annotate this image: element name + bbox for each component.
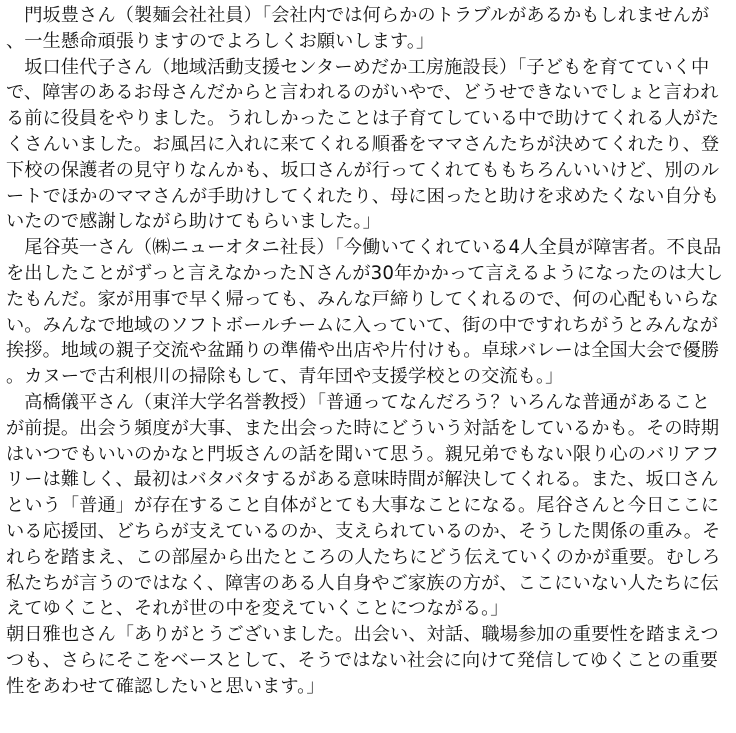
paragraph-asahi: 朝日雅也さん「ありがとうございました。出会い、対話、職場参加の重要性を踏まえつつも、さらにそこをベースとして、そうではない社会に向けて発信してゆくことの重要性をあわせて確認したいと思います。」 bbox=[6, 624, 719, 697]
paragraph-otani: 尾谷英一さん（㈱ニューオタニ社長）「今働いてくれている4人全員が障害者。不良品を出したことがずっと言えなかったＮさんが30年かかって言えるようになったのは大したもんだ。家が用事で早く帰っても、みんな戸締りしてくれるので、何の心配もいらない。みんなで地域のソフトボールチームに入っていて、街の中ですれちがうとみんなが挨拶。地域の親子交流や盆踊りの準備や出店や片付けも。卓球バレーは全国大会で優勝。カヌーで古利根川の掃除もして、青年団や支援学校との交流も。」 bbox=[6, 237, 724, 388]
paragraph-kadosaka: 門坂豊さん（製麺会社社員）「会社内では何らかのトラブルがあるかもしれませんが、一生懸命頑張りますのでよろしくお願いします。」 bbox=[6, 5, 710, 52]
paragraph-takahashi: 高橋儀平さん（東洋大学名誉教授）「普通ってなんだろう？いろんな普通があることが前提。出会う頻度が大事、また出会った時にどういう対話をしているかも。その時期はいつでもいいのかなと門坂さんの話を聞いて思う。親兄弟でもない限り心のバリアフリーは難しく、最初はバタバタするがある意味時間が解決してくれる。また、坂口さんという「普通」が存在すること自体がとても大事なことになる。尾谷さんと今日ここにいる応援団、どちらが支えているのか、支えられているのか、そうした関係の重み。それらを踏まえ、この部屋から出たところの人たちにどう伝えていくのかが重要。むしろ私たちが言うのではなく、障害のある人自身やご家族の方が、ここにいない人たちに伝えてゆくこと、それが世の中を変えていくことにつながる。」 bbox=[6, 391, 721, 620]
paragraph-sakaguchi: 坂口佳代子さん（地域活動支援センターめだか工房施設長）「子どもを育てていく中で、障害のあるお母さんだからと言われるのがいやで、どうせできないでしょと言われる前に役員をやりました。うれしかったことは子育てしている中で助けてくれる人がたくさんいました。お風呂に入れに来てくれる順番をママさんたちが決めてくれたり、登下校の保護者の見守りなんかも、坂口さんが行ってくれてももちろんいいけど、別のルートでほかのママさんが手助けしてくれたり、母に困ったと助けを求めたくない自分もいたので感謝しながら助けてもらいました。」 bbox=[6, 56, 720, 233]
